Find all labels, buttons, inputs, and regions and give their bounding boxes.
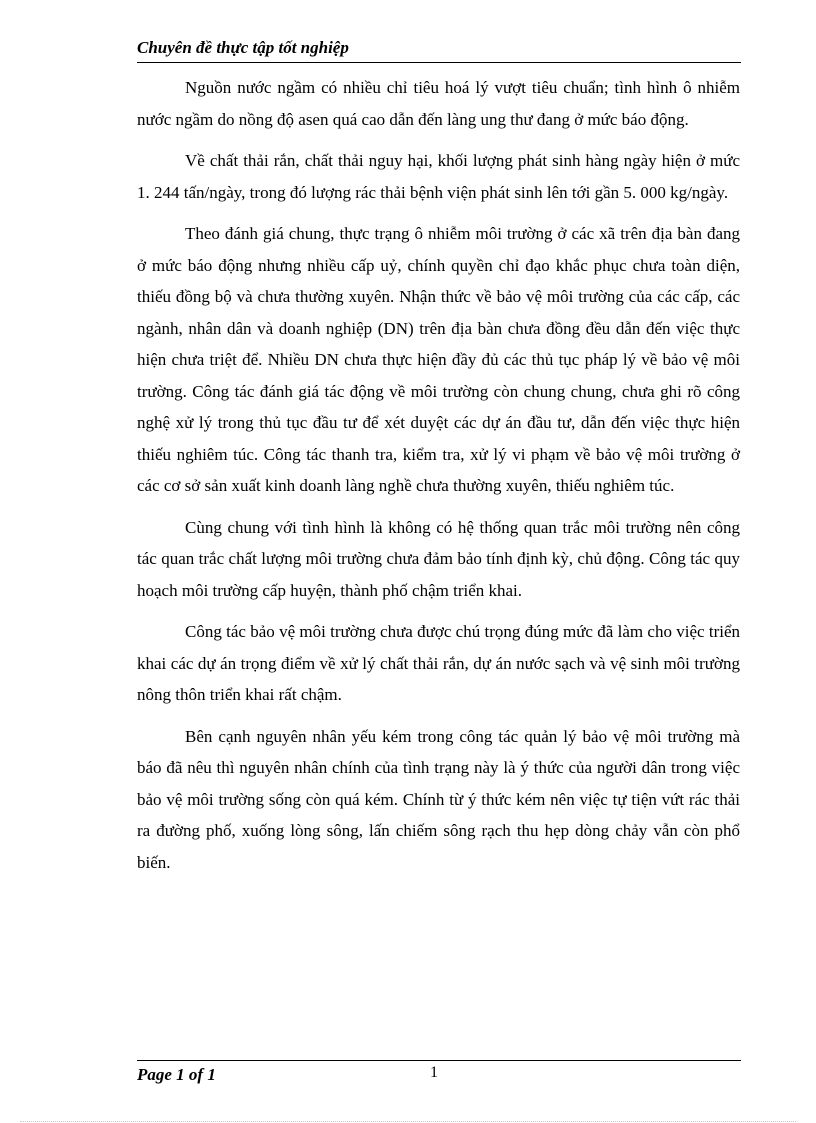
paragraph: Về chất thải rắn, chất thải nguy hại, khối lượng phát sinh hàng ngày hiện ở mức 1. 244 tấn/ngày, trong đó lượng rác thải bệnh viện phát sinh lên tới gần 5. 000 kg/ngày. (137, 151, 740, 202)
header-divider (137, 62, 741, 63)
paragraph: Công tác bảo vệ môi trường chưa được chú trọng đúng mức đã làm cho việc triển khai các dự án trọng điểm về xử lý chất thải rắn, dự án nước sạch và vệ sinh môi trường nông thôn triển khai rất chậm. (137, 622, 740, 704)
paragraph: Nguồn nước ngầm có nhiều chỉ tiêu hoá lý vượt tiêu chuẩn; tình hình ô nhiễm nước ngầm do nồng độ asen quá cao dẫn đến làng ung thư đang ở mức báo động. (137, 78, 740, 129)
paragraph: Cùng chung với tình hình là không có hệ thống quan trắc môi trường nên công tác quan trắc chất lượng môi trường chưa đảm bảo tính định kỳ, chủ động. Công tác quy hoạch môi trường cấp huyện, thành phố chậm triển khai. (137, 517, 740, 600)
footer-page-label: Page 1 of 1 (137, 1065, 216, 1084)
paragraph: Bên cạnh nguyên nhân yếu kém trong công tác quản lý bảo vệ môi trường mà báo đã nêu thì nguyên nhân chính của tình trạng này là ý thức của người dân trong việc bảo vệ môi trường sống còn quá kém. Chính từ ý thức kém nên việc tự tiện vứt rác thải ra đường phố, xuống lòng sông, lấn chiếm sông rạch thu hẹp dòng chảy vẫn còn phổ biến. (137, 726, 740, 872)
document-body (137, 72, 740, 878)
footer-divider (137, 1060, 741, 1061)
page-bottom-dotted-line (20, 1121, 796, 1122)
page-number: 1 (430, 1064, 438, 1081)
header-title: Chuyên đề thực tập tốt nghiệp (137, 38, 349, 57)
paragraph: Theo đánh giá chung, thực trạng ô nhiễm môi trường ở các xã trên địa bàn đang ở mức báo động nhưng nhiều cấp uỷ, chính quyền chỉ đạo khắc phục chưa toàn diện, thiếu đồng bộ và chưa thường xuyên. Nhận thức về bảo vệ môi trường của các cấp, các ngành, nhân dân và doanh nghiệp (DN) trên địa bàn chưa đồng đều dẫn đến việc thực hiện chưa triệt để. Nhiều DN chưa thực hiện đầy đủ các thủ tục pháp lý về bảo vệ môi trường. Công tác đánh giá tác động về môi trường còn chung chung, chưa ghi rõ công nghệ xử lý trong thủ tục đầu tư để xét duyệt các dự án đầu tư, dẫn đến việc thực hiện thiếu nghiêm túc. Công tác thanh tra, kiểm tra, xử lý vi phạm về bảo vệ môi trường ở các cơ sở sản xuất kinh doanh làng nghề chưa thường xuyên, thiếu nghiêm túc. (137, 224, 740, 495)
